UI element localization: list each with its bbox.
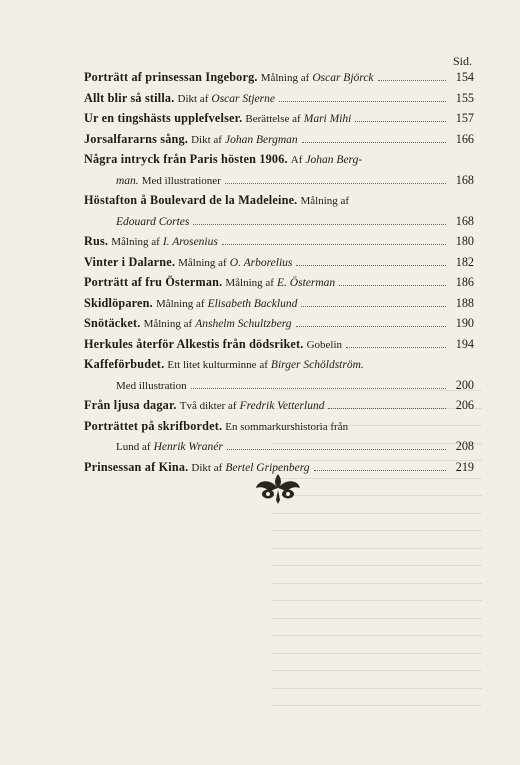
toc-entry <box>84 191 474 232</box>
entry-subtitle: Målning af <box>155 297 205 310</box>
entry-subtitle: Af <box>290 154 303 166</box>
toc-entry <box>84 232 474 253</box>
page-column-header: Sid. <box>452 54 472 68</box>
entry-author: Oscar Stjerne <box>211 92 275 105</box>
entry-subtitle: Gobelin <box>306 338 343 351</box>
floral-ornament-icon <box>252 470 304 506</box>
toc-entry <box>84 335 474 356</box>
entry-author: Johan Berg- <box>305 154 363 166</box>
dot-leader <box>346 347 446 348</box>
entry-subtitle: Målning af <box>300 195 350 207</box>
entry-page-number: 219 <box>455 459 474 474</box>
entry-subtitle-continued: Lund af <box>116 441 151 453</box>
entry-page-number: 208 <box>455 439 474 453</box>
entry-author: I. Arosenius <box>162 236 218 248</box>
entry-subtitle: Berättelse af <box>245 113 301 125</box>
entry-subtitle: Dikt af <box>191 133 222 146</box>
entry-title: Ur en tingshästs upplefvelser. <box>84 111 243 125</box>
entry-author: Oscar Björck <box>312 72 374 84</box>
entry-author: Anshelm Schultzberg <box>195 318 292 330</box>
entry-title: Allt blir så stilla. <box>84 90 175 105</box>
entry-page-number: 194 <box>455 336 474 351</box>
toc-entry <box>84 314 474 335</box>
toc-entry <box>84 273 474 294</box>
dot-leader <box>302 142 446 143</box>
dot-leader <box>296 326 446 327</box>
entry-page-number: 182 <box>455 254 474 269</box>
entry-title: Prinsessan af Kina. <box>84 459 189 474</box>
dot-leader <box>191 388 446 389</box>
entry-title: Herkules återför Alkestis från dödsriket. <box>84 336 304 351</box>
entry-title: Höstafton å Boulevard de la Madeleine. <box>84 193 298 207</box>
entry-title: Från ljusa dagar. <box>84 398 177 412</box>
entry-author: Birger Schöldström. <box>270 359 364 371</box>
entry-page-number: 200 <box>455 377 474 392</box>
entry-subtitle: Två dikter af <box>179 400 237 412</box>
entry-author-continued: Edouard Cortes <box>116 215 190 228</box>
entry-subtitle: Målning af <box>260 72 310 84</box>
dot-leader <box>225 183 446 184</box>
dot-leader <box>355 121 446 122</box>
entry-subtitle: Målning af <box>225 277 274 289</box>
entry-subtitle: Målning af <box>143 318 193 330</box>
dot-leader <box>301 306 446 307</box>
entry-title: Skidlöparen. <box>84 295 153 310</box>
entry-title: Kaffeförbudet. <box>84 357 165 371</box>
entry-title: Porträtt af prinsessan Ingeborg. <box>84 70 258 84</box>
entry-author: Johan Bergman <box>224 133 298 146</box>
dot-leader <box>296 265 446 266</box>
entry-author: Fredrik Vetterlund <box>239 400 325 412</box>
dot-leader <box>279 101 446 102</box>
entry-title: Jorsalfararns sång. <box>84 131 189 146</box>
entry-author: Elisabeth Backlund <box>207 297 298 310</box>
show-through-text <box>272 390 482 720</box>
toc-entry <box>84 109 474 130</box>
entry-subtitle: Dikt af <box>177 92 209 105</box>
entry-author-continued: Henrik Wranér <box>153 441 223 453</box>
entry-page-number: 168 <box>455 172 474 187</box>
entry-page-number: 155 <box>455 90 474 105</box>
entry-subtitle-continued: Med illustration <box>116 379 187 392</box>
entry-title: Porträtt af fru Österman. <box>84 275 223 289</box>
entry-title: Vinter i Dalarne. <box>84 254 176 269</box>
entry-subtitle: Målning af <box>178 256 227 269</box>
entry-page-number: 186 <box>455 275 474 289</box>
entry-page-number: 166 <box>455 131 474 146</box>
entry-author: Mari Mihi <box>303 113 352 125</box>
entry-page-number: 190 <box>455 316 474 330</box>
entry-page-number: 206 <box>455 398 474 412</box>
entry-page-number: 180 <box>455 234 474 248</box>
entry-page-number: 188 <box>455 295 474 310</box>
entry-author-continued: man. <box>116 174 139 187</box>
toc-entry <box>84 68 474 89</box>
entry-subtitle: Målning af <box>111 236 160 248</box>
entry-subtitle: Dikt af <box>191 461 223 474</box>
entry-page-number: 168 <box>455 213 474 228</box>
entry-page-number: 157 <box>455 111 474 125</box>
entry-author: Bertel Gripenberg <box>225 461 310 474</box>
dot-leader <box>222 244 446 245</box>
toc-entry <box>84 253 474 274</box>
toc-entry <box>84 130 474 151</box>
entry-title: Porträttet på skrifbordet. <box>84 418 223 433</box>
toc-entry <box>84 89 474 110</box>
entry-title: Några intryck från Paris hösten 1906. <box>84 152 288 166</box>
entry-title: Snötäcket. <box>84 316 141 330</box>
entry-author: E. Österman <box>277 277 336 289</box>
entry-author: O. Arborelius <box>229 256 293 269</box>
dot-leader <box>339 285 446 286</box>
entry-title: Rus. <box>84 234 109 248</box>
dot-leader <box>193 224 446 225</box>
toc-entry <box>84 294 474 315</box>
dot-leader <box>378 80 446 81</box>
entry-page-number: 154 <box>455 70 474 84</box>
toc-entry <box>84 150 474 191</box>
entry-subtitle: En sommarkurshistoria från <box>225 420 349 433</box>
entry-subtitle-continued: Med illustrationer <box>141 174 221 187</box>
entry-subtitle: Ett litet kulturminne af <box>167 359 268 371</box>
